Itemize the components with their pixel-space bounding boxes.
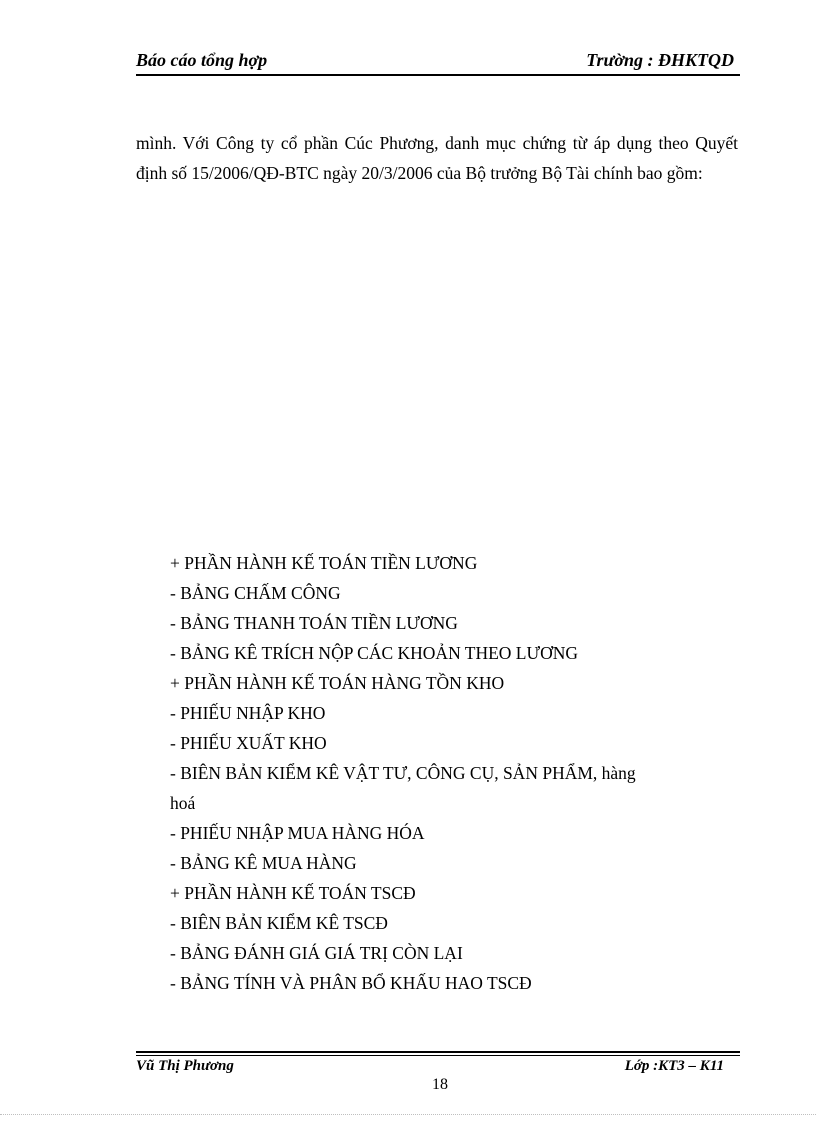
header-school: Trường : ĐHKTQD [586, 50, 734, 70]
footer-divider [136, 1051, 740, 1056]
list-item: - PHIẾU NHẬP MUA HÀNG HÓA [170, 823, 425, 843]
footer-author: Vũ Thị Phương [136, 1058, 234, 1074]
header-report-title: Báo cáo tổng hợp [136, 50, 268, 70]
list-item: - BẢNG CHẤM CÔNG [170, 583, 341, 603]
list-item: hoá [170, 793, 196, 813]
list-item: - BIÊN BẢN KIỂM KÊ VẬT TƯ, CÔNG CỤ, SẢN PHẨM, hàng [170, 763, 636, 783]
list-item: + PHẦN HÀNH KẾ TOÁN TIỀN LƯƠNG [170, 553, 478, 573]
list-item: - BẢNG TÍNH VÀ PHÂN BỔ KHẤU HAO TSCĐ [170, 973, 532, 993]
list-item: - PHIẾU NHẬP KHO [170, 703, 326, 723]
page-footer [136, 1058, 740, 1078]
document-list [170, 548, 700, 998]
list-item: - BẢNG THANH TOÁN TIỀN LƯƠNG [170, 613, 458, 633]
list-item: - PHIẾU XUẤT KHO [170, 733, 327, 753]
footer-class: Lớp :KT3 – K11 [624, 1058, 724, 1074]
list-item: - BẢNG ĐÁNH GIÁ GIÁ TRỊ CÒN LẠI [170, 943, 463, 963]
list-item: - BẢNG KÊ TRÍCH NỘP CÁC KHOẢN THEO LƯƠNG [170, 643, 578, 663]
intro-paragraph: mình. Với Công ty cổ phần Cúc Phương, danh mục chứng từ áp dụng theo Quyết định số 15/2006/QĐ-BTC ngày 20/3/2006 của Bộ trưởng Bộ Tài chính bao gồm: [136, 133, 738, 183]
page-header [136, 48, 740, 76]
page-number: 18 [432, 1076, 448, 1093]
page-break-line [0, 1114, 816, 1115]
list-item: - BẢNG KÊ MUA HÀNG [170, 853, 357, 873]
list-item: - BIÊN BẢN KIỂM KÊ TSCĐ [170, 913, 388, 933]
list-item: + PHẦN HÀNH KẾ TOÁN TSCĐ [170, 883, 416, 903]
list-item: + PHẦN HÀNH KẾ TOÁN HÀNG TỒN KHO [170, 673, 505, 693]
